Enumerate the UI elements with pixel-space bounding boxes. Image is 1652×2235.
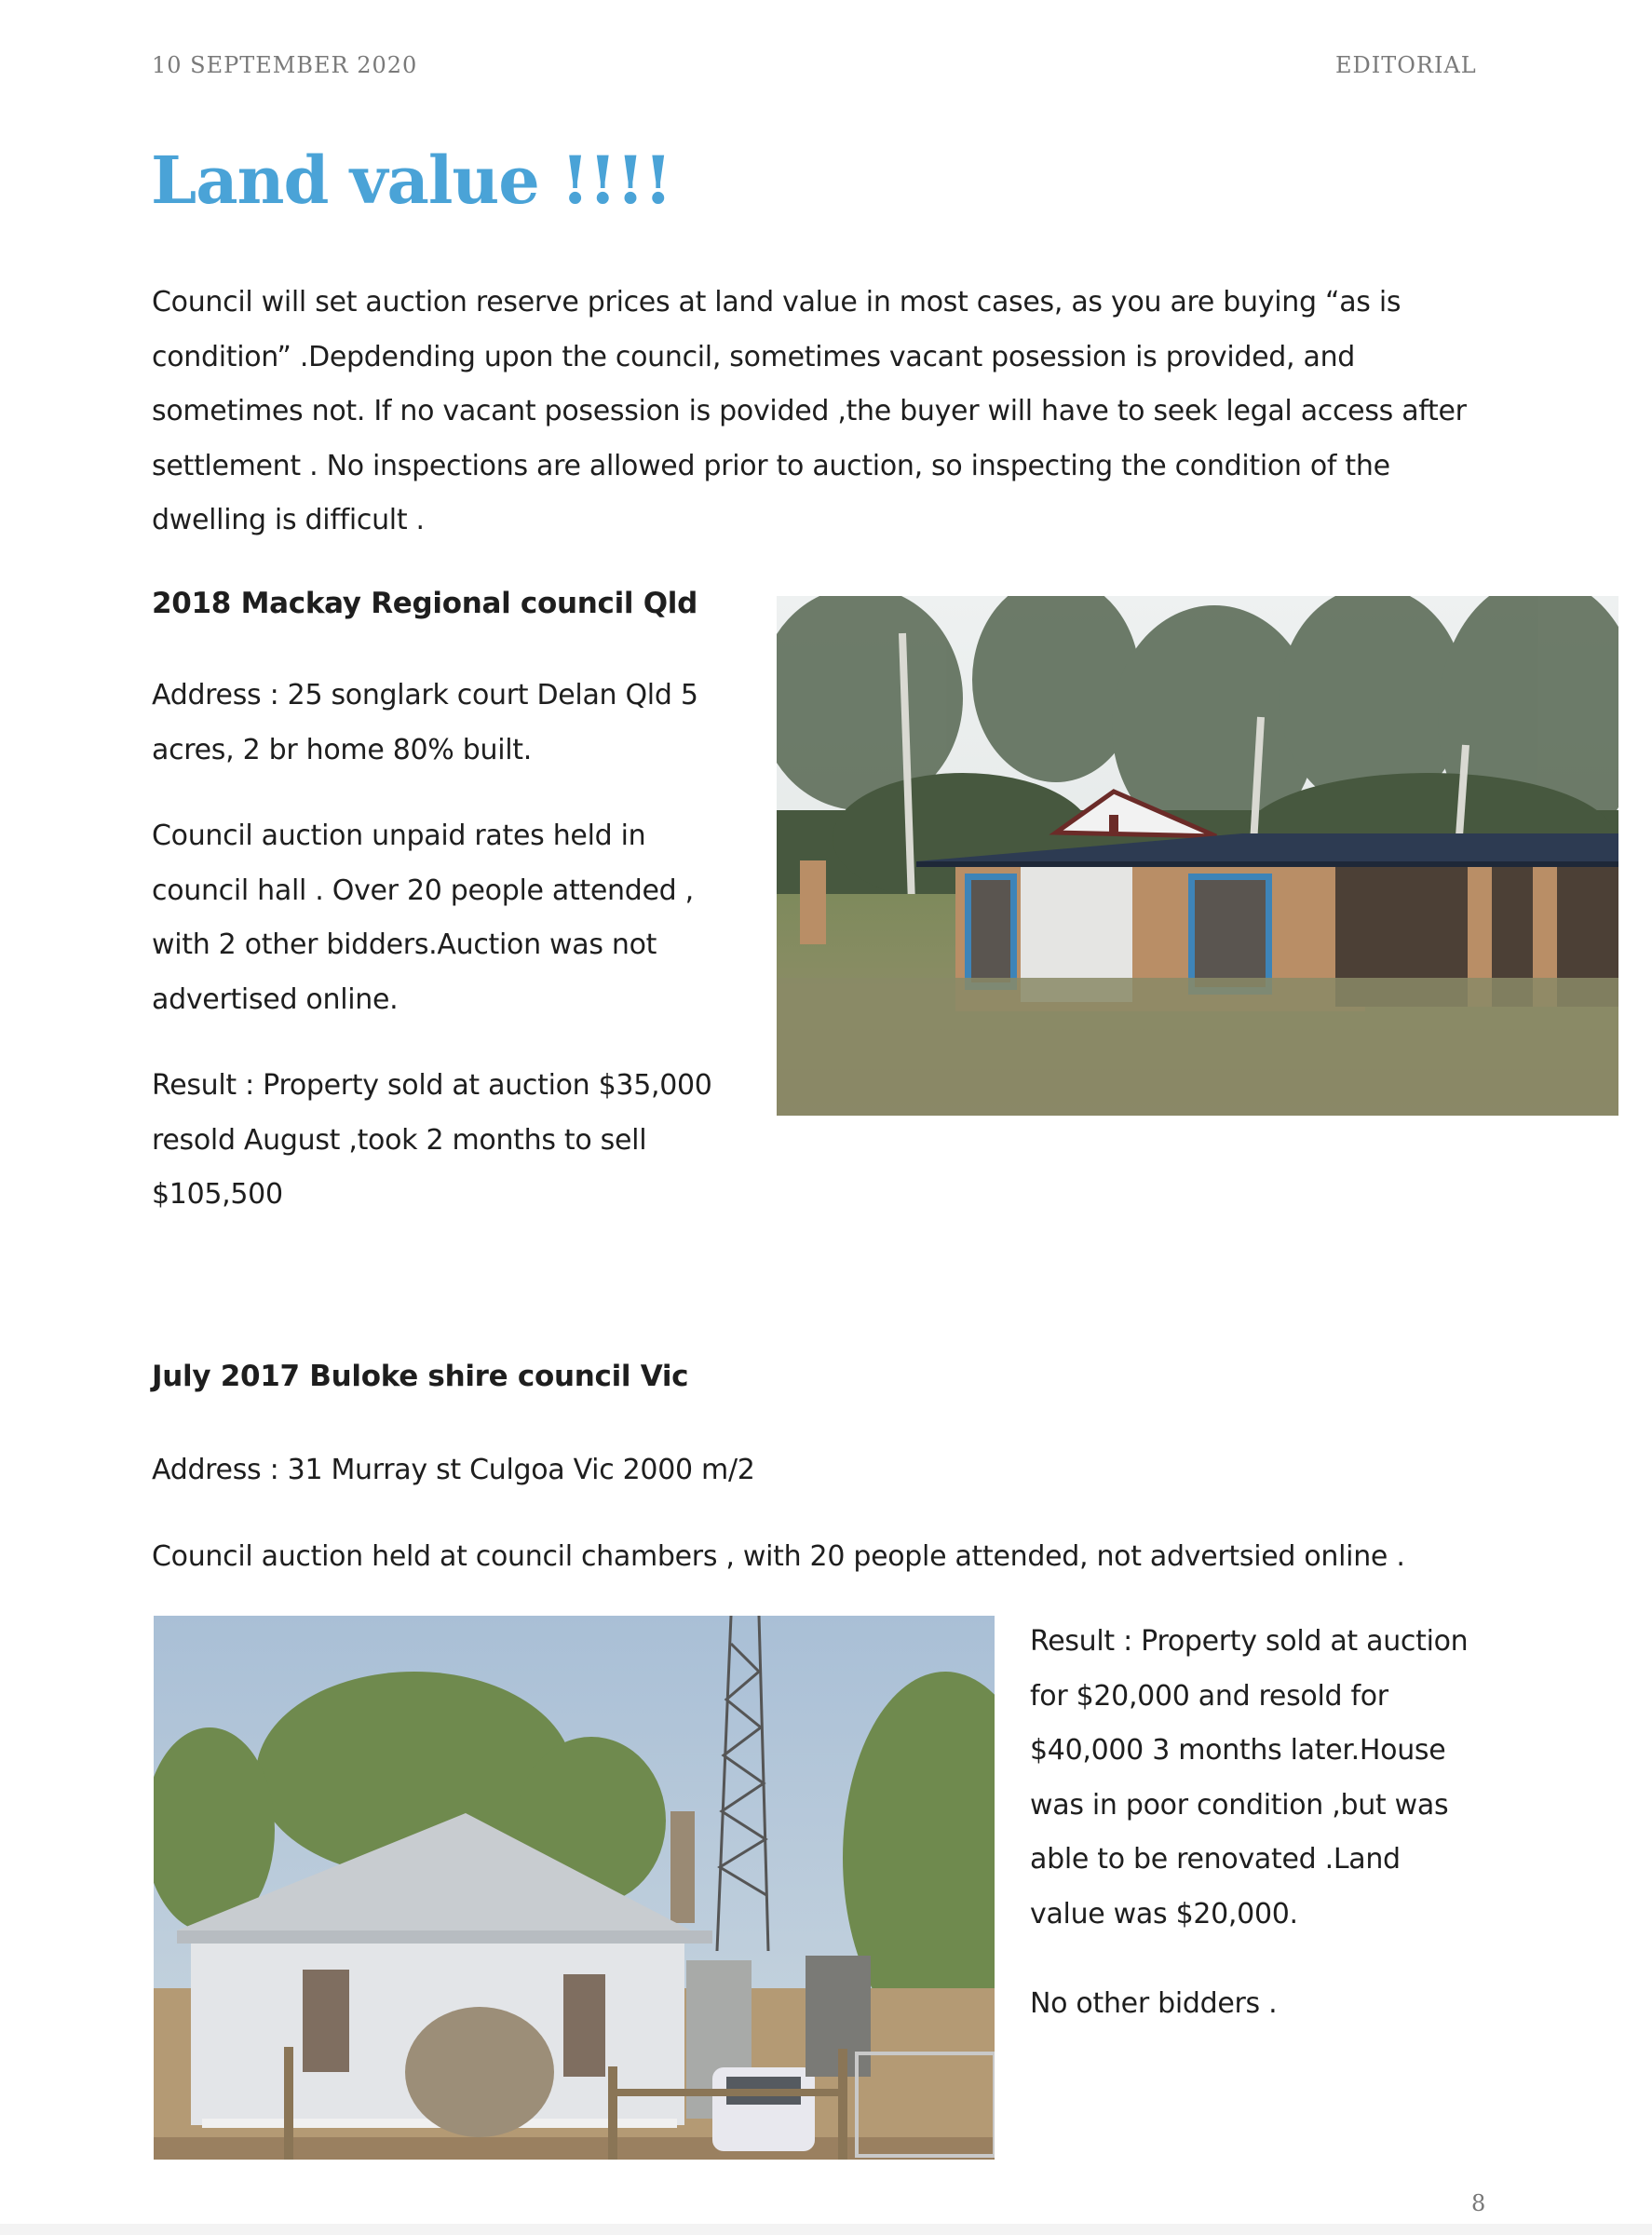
intro-line: Council will set auction reserve prices at land value in most cases, as you are buying “as is	[152, 286, 1401, 318]
case2-result	[1030, 1615, 1514, 2032]
intro-line: settlement . No inspections are allowed prior to auction, so inspecting the condition of the	[152, 449, 1390, 482]
case2-result-line: $40,000 3 months later.House	[1030, 1734, 1446, 1767]
page-bottom-edge	[0, 2224, 1652, 2235]
case1-details-line: with 2 other bidders.Auction was not	[152, 928, 657, 961]
case2-result-line: Result : Property sold at auction	[1030, 1625, 1469, 1658]
intro-paragraph	[152, 276, 1502, 549]
intro-line: condition” .Depdending upon the council, sometimes vacant posession is provided, and	[152, 340, 1356, 373]
case2-heading: July 2017 Buloke shire council Vic	[152, 1360, 689, 1393]
case1-heading: 2018 Mackay Regional council Qld	[152, 587, 698, 620]
case1-text	[152, 585, 757, 1223]
case1-result-line: Result : Property sold at auction $35,000	[152, 1069, 712, 1102]
case2-text	[152, 1358, 1502, 1584]
case1-result-line: $105,500	[152, 1178, 283, 1211]
running-head-section: EDITORIAL	[1335, 52, 1477, 78]
intro-line: sometimes not. If no vacant posession is povided ,the buyer will have to seek legal access after	[152, 395, 1467, 427]
case2-result-line: able to be renovated .Land	[1030, 1843, 1401, 1876]
case2-note: No other bidders .	[1030, 1987, 1278, 2020]
case2-house-photo	[154, 1616, 995, 2160]
case1-details-line: advertised online.	[152, 982, 399, 1016]
case1-house-photo	[777, 596, 1618, 1116]
page-title: Land value !!!!	[151, 142, 672, 219]
case2-result-line: for $20,000 and resold for	[1030, 1679, 1388, 1713]
case2-result-line: value was $20,000.	[1030, 1897, 1298, 1930]
case1-address-line: Address : 25 songlark court Delan Qld 5	[152, 679, 698, 711]
running-head-date: 10 SEPTEMBER 2020	[152, 52, 418, 78]
case2-details: Council auction held at council chambers , with 20 people attended, not advertsied online .	[152, 1539, 1405, 1573]
intro-line: dwelling is difficult .	[152, 504, 425, 536]
case2-address: Address : 31 Murray st Culgoa Vic 2000 m/2	[152, 1454, 755, 1486]
case1-result-line: resold August ,took 2 months to sell	[152, 1123, 647, 1157]
case1-address-line: acres, 2 br home 80% built.	[152, 733, 532, 766]
case1-details-line: council hall . Over 20 people attended ,	[152, 874, 694, 907]
case2-result-line: was in poor condition ,but was	[1030, 1788, 1449, 1822]
page-number: 8	[1471, 2190, 1486, 2216]
case1-details-line: Council auction unpaid rates held in	[152, 820, 646, 852]
